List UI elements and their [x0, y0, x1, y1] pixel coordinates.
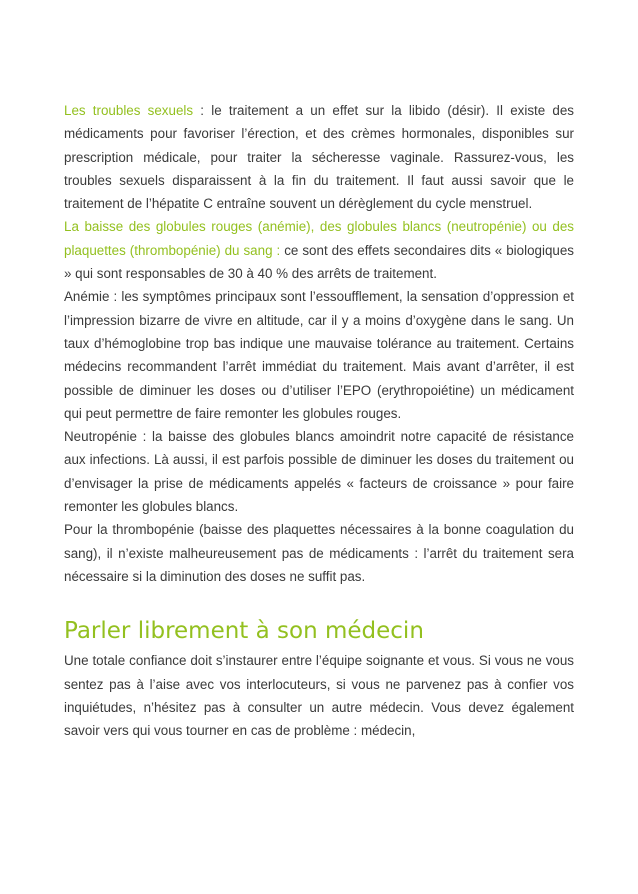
paragraph-anemia: Anémie : les symptômes principaux sont l’essoufflement, la sensation d’oppression et l’impression bizarre de vivre en altitude, car il y a moins d’oxygène dans le sang. Un taux d’hémoglobine trop bas indique une mauvaise tolérance au traitement. Certains médecins recommandent l’arrêt immédiat du traitement. Mais avant d’arrêter, il est possible de diminuer les doses ou d’utiliser l’EPO (erythropoiétine) un médicament qui peut permettre de faire remonter les globules rouges. [64, 289, 574, 421]
paragraph-sexual-troubles-text: : le traitement a un effet sur la libido (désir). Il existe des médicaments pour favoriser l’érection, et des crèmes hormonales, disponibles sur prescription médicale, pour traiter la sécheresse vaginale. Rassurez-vous, les troubles sexuels disparaissent à la fin du traitement. Il faut aussi savoir que le traitement de l’hépatite C entraîne souvent un dérèglement du cycle menstruel. [64, 103, 574, 212]
document-body [64, 99, 574, 742]
paragraph-thrombopenia: Pour la thrombopénie (baisse des plaquettes nécessaires à la bonne coagulation du sang), il n’existe malheureusement pas de médicaments : l’arrêt du traitement sera nécessaire si la diminution des doses ne suffit pas. [64, 522, 574, 584]
highlight-sexual-troubles: Les troubles sexuels [64, 103, 194, 118]
paragraph-section-text: Une totale confiance doit s’instaurer entre l’équipe soignante et vous. Si vous ne vous sentez pas à l’aise avec vos interlocuteurs, si vous ne parvenez pas à confier vos inquiétudes, n’hésitez pas à consulter un autre médecin. Vous devez également savoir vers qui vous tourner en cas de problème : médecin, [64, 653, 574, 739]
paragraph-sexual-troubles [64, 99, 574, 215]
highlight-blood-cells: La baisse des globules rouges (anémie), des globules blancs (neutropénie) ou des plaquettes (thrombopénie) du sang : [64, 219, 574, 258]
paragraph-blood-cells-text: ce sont des effets secondaires dits « biologiques » qui sont responsables de 30 à 40 % des arrêts de traitement. [64, 242, 574, 282]
paragraph-neutropenia: Neutropénie : la baisse des globules blancs amoindrit notre capacité de résistance aux infections. Là aussi, il est parfois possible de diminuer les doses du traitement ou d’envisager la prise de médicaments appelés « facteurs de croissance » pour faire remonter les globules blancs. [64, 429, 574, 515]
section-title: Parler librement à son médecin [64, 618, 424, 645]
paragraph-blood-cells [64, 215, 574, 285]
